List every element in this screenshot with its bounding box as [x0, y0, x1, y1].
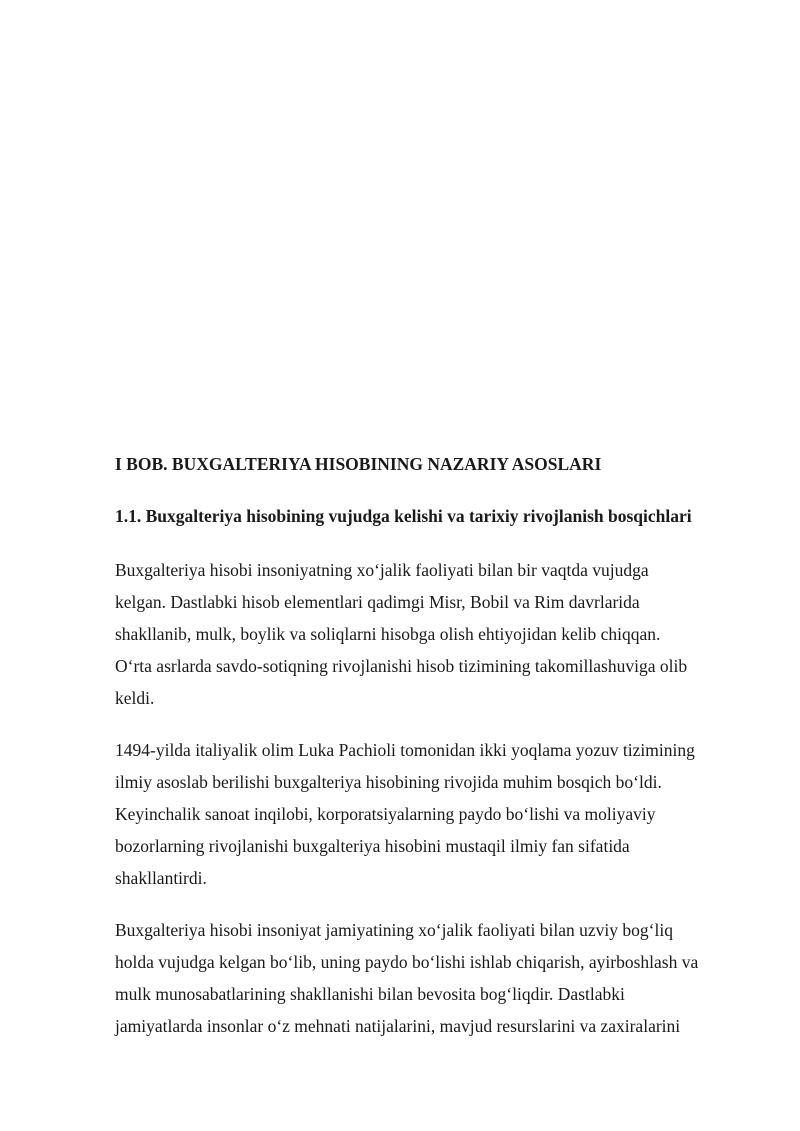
paragraph — [115, 914, 745, 1042]
paragraph-line: 1494-yilda italiyalik olim Luka Pachioli tomonidan ikki yoqlama yozuv tizimining — [115, 740, 695, 760]
paragraph-line: kelgan. Dastlabki hisob elementlari qadimgi Misr, Bobil va Rim davrlarida — [115, 592, 640, 612]
paragraph-line: ilmiy asoslab berilishi buxgalteriya hisobining rivojida muhim bosqich bo‘ldi. — [115, 772, 662, 792]
paragraph-line: bozorlarning rivojlanishi buxgalteriya hisobini mustaqil ilmiy fan sifatida — [115, 836, 630, 856]
paragraph-line: mulk munosabatlarining shakllanishi bilan bevosita bog‘liqdir. Dastlabki — [115, 984, 625, 1004]
paragraph-line: jamiyatlarda insonlar o‘z mehnati natijalarini, mavjud resurslarini va zaxiralarini — [115, 1016, 681, 1036]
section-title: 1.1. Buxgalteriya hisobining vujudga kelishi va tarixiy rivojlanish bosqichlari — [115, 506, 692, 526]
paragraph-line: Buxgalteriya hisobi insoniyat jamiyatining xo‘jalik faoliyati bilan uzviy bog‘liq — [115, 920, 673, 940]
paragraph-line: keldi. — [115, 688, 155, 708]
paragraph-line: Keyinchalik sanoat inqilobi, korporatsiyalarning paydo bo‘lishi va moliyaviy — [115, 804, 656, 824]
document-body — [115, 452, 745, 1062]
paragraph — [115, 734, 745, 894]
paragraph-line: shakllantirdi. — [115, 868, 207, 888]
paragraph-line: shakllanib, mulk, boylik va soliqlarni hisobga olish ehtiyojidan kelib chiqqan. — [115, 624, 661, 644]
paragraph-line: Buxgalteriya hisobi insoniyatning xo‘jalik faoliyati bilan bir vaqtda vujudga — [115, 560, 649, 580]
paragraph-line: holda vujudga kelgan bo‘lib, uning paydo bo‘lishi ishlab chiqarish, ayirboshlash va — [115, 952, 699, 972]
paragraph-line: O‘rta asrlarda savdo-sotiqning rivojlanishi hisob tizimining takomillashuviga olib — [115, 656, 688, 676]
paragraph — [115, 554, 745, 714]
chapter-title: I BOB. BUXGALTERIYA HISOBINING NAZARIY ASOSLARI — [115, 454, 602, 474]
